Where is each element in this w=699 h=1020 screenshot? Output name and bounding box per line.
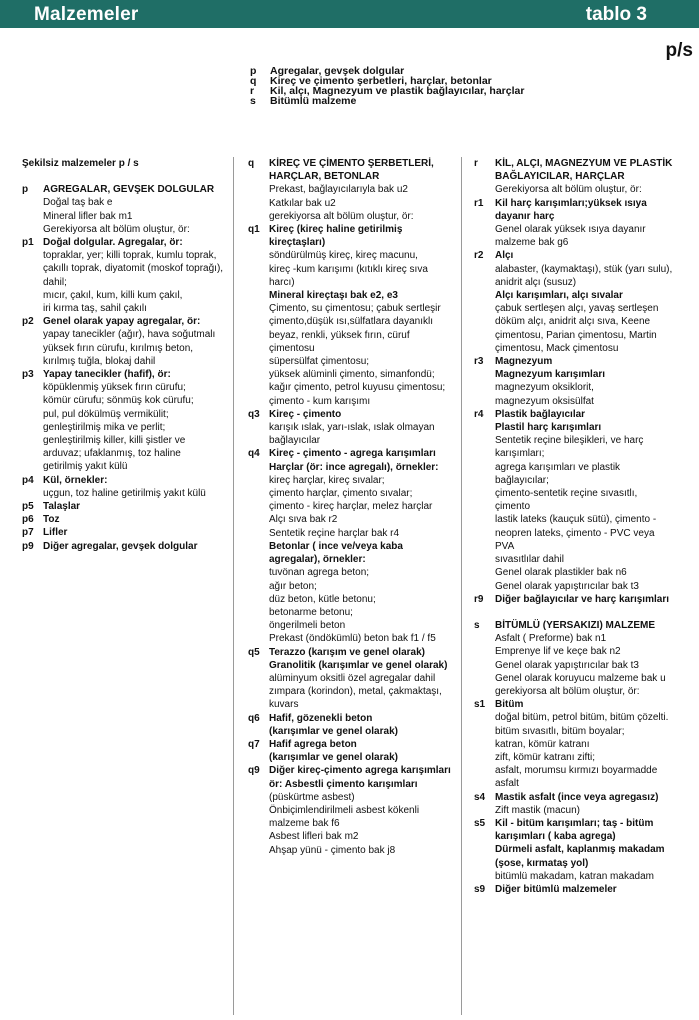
entry-line: Genel olarak yapıştırıcılar bak t3 (495, 659, 639, 671)
entry-text (495, 698, 694, 790)
entry-text (43, 315, 230, 368)
entry-line: agrega karışımları ve plastik (495, 461, 621, 473)
entry-line: kömür cürufu; sönmüş kok cürufu; (43, 395, 194, 407)
entry-code: q7 (248, 738, 260, 750)
entry-line: malzeme bak f6 (269, 818, 340, 830)
entry-line: Plastik bağlayıcılar (495, 408, 586, 420)
entry-line: doğal bitüm, petrol bitüm, bitüm çözelti. (495, 712, 669, 724)
entry-code: s1 (474, 699, 486, 711)
entry-line: mıcır, çakıl, kum, killi kum çakıl, (43, 289, 183, 301)
entry-line: harcı) (269, 276, 295, 288)
entry-line: (şose, kırmataş yol) (495, 857, 589, 869)
entry (22, 500, 230, 513)
entry-line: kireç harçlar, kireç sıvalar; (269, 474, 385, 486)
entry-line: Asbest lifleri bak m2 (269, 831, 359, 843)
entry-text (43, 183, 230, 236)
entry-line: Gerekiyorsa alt bölüm oluştur, ör: (43, 223, 190, 235)
entry-line: Alçı sıva bak r2 (269, 514, 338, 526)
entry-line: çimento harçlar, çimento sıvalar; (269, 488, 413, 500)
entry-line: KİL, ALÇI, MAGNEZYUM VE PLASTİK (495, 158, 673, 169)
entry-code: p1 (22, 237, 34, 249)
summary-text: Kil, alçı, Magnezyum ve plastik bağlayıcılar, harçlar (270, 85, 525, 97)
entry-line: Emprenye lif ve keçe bak n2 (495, 646, 621, 658)
entry-text (495, 791, 694, 817)
entry-line: Talaşlar (43, 501, 81, 513)
entry-line: Diğer bitümlü malzemeler (495, 883, 617, 895)
entry-code: q (248, 158, 255, 169)
entry-line: asfalt, morumsu kırmızı boyarmadde (495, 765, 658, 777)
entry (474, 619, 694, 698)
entry-text (495, 249, 694, 355)
entry-line: zift, kömür katranı zifti; (495, 751, 596, 763)
entry-line: bitüm sıvasıtlı, bitüm boyalar; (495, 725, 625, 737)
entry-line: KİREÇ VE ÇİMENTO ŞERBETLERİ, (269, 158, 434, 169)
entry (22, 526, 230, 539)
entry-line: çimentosu, Parian çimentosu, Martin (495, 329, 657, 341)
entry-line: çimentosu, Mack çimentosu (495, 342, 619, 354)
entry-line: AGREGALAR, GEVŞEK DOLGULAR (43, 184, 215, 196)
entry (474, 698, 694, 790)
entry-line: yapay tanecikler (ağır), hava soğutmalı (43, 329, 216, 341)
entry-text (269, 738, 456, 764)
entry-line: çabuk sertleşen alçı, yavaş sertleşen (495, 303, 659, 315)
entry-line: Asfalt ( Preforme) bak n1 (495, 633, 607, 645)
entry (474, 249, 694, 355)
entry-line: Magnezyum karışımları (495, 369, 606, 381)
entry-line: Doğal taş bak e (43, 197, 113, 209)
entry-line: Gerekiyorsa alt bölüm oluştur, ör: (495, 184, 642, 196)
entry-line: Zift mastik (macun) (495, 804, 581, 816)
entry-line: zımpara (korindon), metal, çakmaktaşı, (269, 686, 442, 698)
entry-line: Diğer bağlayıcılar ve harç karışımları (495, 593, 669, 605)
entry-code: p2 (22, 316, 34, 328)
entry-line: Plastil harç karışımları (495, 422, 602, 434)
entry-line: yüksek alüminli çimento, simanfondü; (269, 369, 435, 381)
entry-code: q6 (248, 712, 260, 724)
entry-line: Kil - bitüm karışımları; taş - bitüm (495, 817, 654, 829)
entry-line: Prekast (öndökümlü) beton bak f1 / f5 (269, 633, 436, 645)
column-divider (233, 157, 234, 1015)
entry-line: karışımları ( kaba agrega) (495, 831, 616, 843)
entry-line: anidrit alçı (susuz) (495, 276, 577, 288)
entry-code: s4 (474, 791, 486, 803)
entry-text (269, 712, 456, 738)
section-code: p/s (665, 40, 693, 61)
entry-line: Diğer agregalar, gevşek dolgular (43, 540, 198, 552)
entry (22, 513, 230, 526)
entry-text (43, 236, 230, 315)
entry-code: p9 (22, 540, 34, 552)
entry (474, 408, 694, 593)
entry-line: alabaster, (kaymaktaşı), stük (yarı sulu), (495, 263, 673, 275)
entry-code: p6 (22, 514, 34, 526)
entry-line: öngerilmeli beton (269, 620, 346, 632)
column-middle (248, 157, 456, 857)
summary-code: p (250, 65, 257, 77)
entry-text (269, 157, 456, 223)
entry-line: Mineral lifler bak m1 (43, 210, 133, 222)
entry-line: BİTÜMLÜ (YERSAKIZI) MALZEME (495, 619, 655, 631)
table-number: tablo 3 (585, 4, 647, 25)
entry-line: Kireç (kireç haline getirilmiş kireçtaşları) (269, 224, 403, 249)
column-right (474, 157, 694, 896)
entry-line: ağır beton; (269, 580, 317, 592)
entry-line: genleştirilmiş killer, killi şistler ve (43, 435, 186, 447)
entry-line: arduvaz; ufaklanmış, toz haline (43, 448, 181, 460)
entry (474, 593, 694, 606)
entry-line: Prekast, bağlayıcılarıyla bak u2 (269, 184, 408, 196)
entry-line: ör: Asbestli çimento karışımları (269, 778, 418, 790)
column-title: Şekilsiz malzemeler p / s (22, 158, 139, 169)
column-left (22, 157, 230, 553)
entry (248, 764, 456, 856)
entry-line: dayanır harç (495, 210, 555, 222)
entry-text (43, 500, 230, 513)
entry-code: p (22, 184, 29, 196)
entry-line: karışık ıslak, yarı-ıslak, ıslak olmayan (269, 422, 435, 434)
entry-code: q3 (248, 408, 260, 420)
entry-line: Genel olarak plastikler bak n6 (495, 567, 627, 579)
entry-line: Hafif, gözenekli beton (269, 712, 373, 724)
summary-item (250, 96, 570, 106)
entry (248, 223, 456, 408)
entry-line: tuvönan agrega beton; (269, 567, 370, 579)
entry-line: Granolitik (karışımlar ve genel olarak) (269, 659, 448, 671)
entry-line: magnezyum oksisülfat (495, 395, 594, 407)
entry-text (43, 474, 230, 500)
entry-text (495, 408, 694, 593)
entry (474, 157, 694, 197)
entry-line: Lifler (43, 527, 68, 539)
entry-line: gerekiyorsa alt bölüm oluştur, ör: (269, 210, 414, 222)
entry-line: çimento,düşük ısı,sülfatlara dayanıklı (269, 316, 433, 328)
entry (248, 447, 456, 645)
entry-line: alüminyum oksitli özel agregalar dahil (269, 672, 436, 684)
entry-line: Genel olarak yüksek ısıya dayanır (495, 224, 646, 236)
entry-line: lastik lateks (kauçuk sütü), çimento - (495, 514, 657, 526)
entry-text (495, 157, 694, 197)
entry (248, 157, 456, 223)
entry-line: beyaz, renkli, yüksek fırın, cüruf (269, 329, 410, 341)
entry-line: betonarme betonu; (269, 606, 353, 618)
entry-text (495, 883, 694, 896)
entry-code: r4 (474, 408, 484, 420)
entry-line: bitümlü makadam, katran makadam (495, 870, 654, 882)
entry-line: kireç -kum karışımı (kıtıklı kireç sıva (269, 263, 428, 275)
entry-line: Ahşap yünü - çimento bak j8 (269, 844, 396, 856)
entry-line: döküm alçı, anidrit alçı sıva, Keene (495, 316, 651, 328)
entry-line: yüksek fırın cürufu, kırılmış beton, (43, 342, 194, 354)
entry-line: BAĞLAYICILAR, HARÇLAR (495, 171, 625, 183)
entry-line: uçgun, toz haline getirilmiş yakıt külü (43, 487, 206, 499)
entry-line: köpüklenmiş yüksek fırın cürufu; (43, 382, 186, 394)
entry-code: s9 (474, 883, 486, 895)
entry-line: Kül, örnekler: (43, 474, 108, 486)
entry-line: Alçı karışımları, alçı sıvalar (495, 290, 623, 302)
entry-line: bağlayıcılar (269, 435, 321, 447)
entry-line: kuvars (269, 699, 299, 711)
entry-code: s5 (474, 817, 486, 829)
entry-line: pul, pul dökülmüş vermikülit; (43, 408, 169, 420)
entry-text (43, 540, 230, 553)
entry (474, 197, 694, 250)
entry-line: Önbiçimlendirilmeli asbest kökenli (269, 804, 420, 816)
entry-code: q4 (248, 448, 260, 460)
entry-code: p3 (22, 369, 34, 381)
entry-line: (karışımlar ve genel olarak) (269, 752, 398, 764)
entry-line: getirilmiş yakıt külü (43, 461, 128, 473)
entry-line: katran, kömür katranı (495, 738, 590, 750)
entry (248, 738, 456, 764)
entry (22, 236, 230, 315)
entry (474, 883, 694, 896)
entry-line: Genel olarak koruyucu malzeme bak u (495, 672, 666, 684)
entry (474, 791, 694, 817)
summary-text: Bitümlü malzeme (270, 95, 357, 107)
summary-text: Agregalar, gevşek dolgular (270, 65, 405, 77)
entry-line: çimento - kum karışımı (269, 395, 371, 407)
entry-line: sıvasıtlılar dahil (495, 554, 564, 566)
entry-code: r1 (474, 197, 484, 209)
entry-line: Hafif agrega beton (269, 738, 357, 750)
entry-line: Mineral kireçtaşı bak e2, e3 (269, 290, 398, 302)
entry-code: q5 (248, 646, 260, 658)
entry-line: çakıllı toprak, diyatomit (moskof toprağı), (43, 263, 224, 275)
entry-text (269, 223, 456, 408)
entry (22, 315, 230, 368)
entry-line: Magnezyum (495, 356, 553, 368)
entry-line: Harçlar (ör: ince agregalı), örnekler: (269, 461, 439, 473)
entry-line: Çimento, su çimentosu; çabuk sertleşir (269, 303, 441, 315)
entry-line: genleştirilmiş mika ve perlit; (43, 421, 166, 433)
entry-line: süpersülfat çimentosu; (269, 356, 370, 368)
entry-line: düz beton, kütle betonu; (269, 593, 376, 605)
entry-line: Dürmeli asfalt, kaplanmış makadam (495, 844, 665, 856)
entry-line: Bitüm (495, 699, 524, 711)
entry (474, 817, 694, 883)
entry-text (495, 197, 694, 250)
entry-code: r2 (474, 250, 484, 262)
entry-line: Kil harç karışımları;yüksek ısıya (495, 197, 647, 209)
entry-code: p5 (22, 501, 34, 513)
entry-line: Alçı (495, 250, 514, 262)
entry-line: magnezyum oksiklorit, (495, 382, 594, 394)
entry-line: Genel olarak yapıştırıcılar bak t3 (495, 580, 639, 592)
entry-text (269, 408, 456, 448)
entry-code: p7 (22, 527, 34, 539)
entry-code: q9 (248, 765, 260, 777)
entry-code: r3 (474, 356, 484, 368)
page-title: Malzemeler (34, 4, 139, 25)
entry-text (43, 526, 230, 539)
entry-line: (püskürtme asbest) (269, 791, 355, 803)
entry-code: r9 (474, 593, 484, 605)
entry-line: HARÇLAR, BETONLAR (269, 171, 380, 183)
section-summary (250, 66, 570, 106)
summary-text: Kireç ve çimento şerbetleri, harçlar, betonlar (270, 75, 492, 87)
entry-line: Sentetik reçine bileşikleri, ve harç (495, 435, 644, 447)
entry-text (43, 368, 230, 474)
entry-line: kırılmış tuğla, blokaj dahil (43, 355, 156, 367)
entry-code: p4 (22, 474, 34, 486)
entry-line: iri kırma taş, sahil çakılı (43, 303, 147, 315)
entry-text (269, 764, 456, 856)
spacer (474, 606, 694, 619)
entry-line: Yapay tanecikler (hafif), ör: (43, 369, 171, 381)
entry-line: çimento - kireç harçlar, melez harçlar (269, 501, 433, 513)
entry-line: çimentosu (269, 342, 315, 354)
entry-line: karışımları; (495, 448, 545, 460)
entry-line: Toz (43, 514, 60, 526)
entry-line: dahil; (43, 276, 67, 288)
summary-code: r (250, 85, 255, 97)
entry-line: Terazzo (karışım ve genel olarak) (269, 646, 425, 658)
entry-text (495, 355, 694, 408)
entry-code: r (474, 158, 478, 169)
entry-line: malzeme bak g6 (495, 237, 569, 249)
entry (248, 712, 456, 738)
entry-line: agregalar), örnekler: (269, 554, 366, 566)
entry-code: q1 (248, 224, 260, 236)
entry-text (495, 593, 694, 606)
entry (248, 408, 456, 448)
entry-line: bağlayıcılar; (495, 474, 549, 486)
entry (22, 183, 230, 236)
entry-line: Kireç - çimento - agrega karışımları (269, 448, 436, 460)
entry-line: çimento (495, 501, 531, 513)
entry-text (43, 513, 230, 526)
header-bar (0, 0, 699, 28)
entry-line: (karışımlar ve genel olarak) (269, 725, 398, 737)
entry-line: Betonlar ( ince ve/veya kaba (269, 540, 403, 552)
column-divider (461, 157, 462, 1015)
entry-text (495, 619, 694, 698)
entry-list (22, 183, 230, 553)
entry (22, 368, 230, 474)
entry-code: s (474, 619, 480, 631)
entry-line: Doğal dolgular. Agregalar, ör: (43, 237, 183, 249)
entry (22, 540, 230, 553)
entry-line: asfalt (495, 778, 519, 790)
entry-line: Kireç - çimento (269, 408, 342, 420)
entry-line: Sentetik reçine harçlar bak r4 (269, 527, 400, 539)
entry-line: Genel olarak yapay agregalar, ör: (43, 316, 201, 328)
entry-line: neopren lateks, çimento - PVC veya (495, 527, 655, 539)
entry (474, 355, 694, 408)
entry-text (269, 447, 456, 645)
entry-line: Diğer kireç-çimento agrega karışımları (269, 765, 451, 777)
entry (22, 474, 230, 500)
entry (248, 646, 456, 712)
summary-code: q (250, 75, 257, 87)
entry-line: çimento-sentetik reçine sıvasıtlı, (495, 488, 638, 500)
spacer (22, 170, 230, 183)
entry-line: kağır çimento, petrol kuyusu çimentosu; (269, 382, 446, 394)
summary-code: s (250, 95, 256, 107)
entry-line: söndürülmüş kireç, kireç macunu, (269, 250, 418, 262)
entry-line: gerekiyorsa alt bölüm oluştur, ör: (495, 685, 640, 697)
entry-line: PVA (495, 540, 515, 552)
entry-line: Mastik asfalt (ince veya agregasız) (495, 791, 659, 803)
entry-text (495, 817, 694, 883)
entry-line: topraklar, yer; killi toprak, kumlu toprak, (43, 250, 217, 262)
entry-text (269, 646, 456, 712)
entry-line: Katkılar bak u2 (269, 197, 336, 209)
